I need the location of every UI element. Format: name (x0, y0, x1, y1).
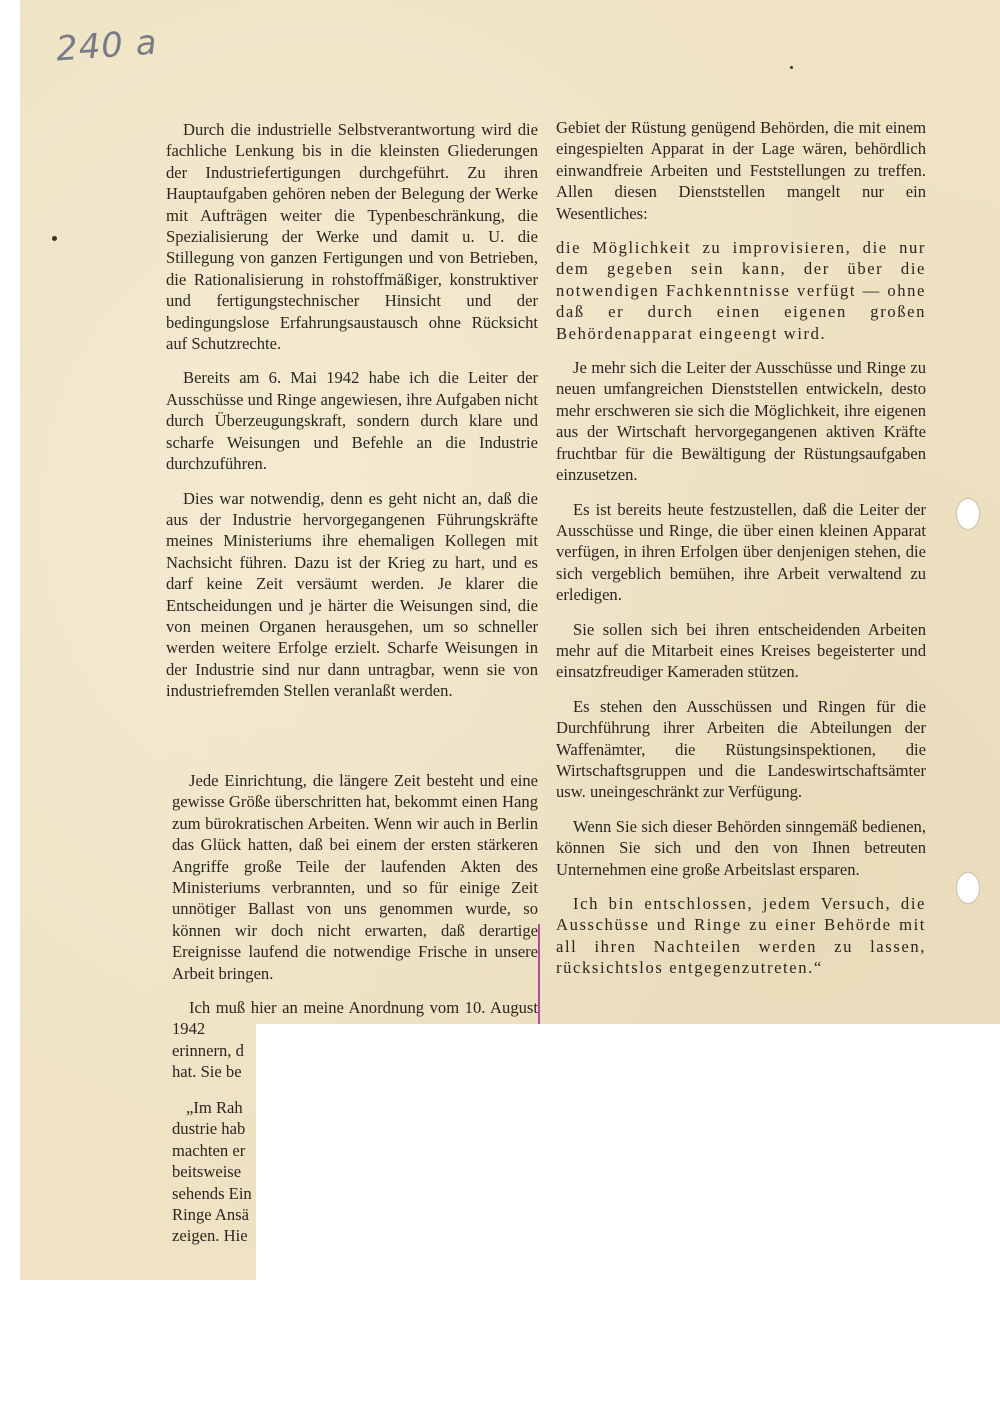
paragraph: Bereits am 6. Mai 1942 habe ich die Leiter der Ausschüsse und Ringe angewiesen, ihre Aufgaben nicht durch Überzeugungskraft, sondern durch klare und scharfe Weisungen und Befehle an die Industrie durchzuführen. (166, 368, 538, 474)
paragraph: Dies war notwendig, denn es geht nicht an, daß die aus der Industrie hervorgegangenen Führungskräfte meines Ministeriums ihre ehemaligen Kollegen mit Nachsicht führen. Dazu ist der Krieg zu hart, und es darf keine Zeit versäumt werden. Je klarer die Entscheidungen und je härter die Weisungen sind, die von meinen Organen herausgehen, um so schneller werden weitere Erfolge erzielt. Scharfe Weisungen in der Industrie sind nur dann untragbar, wenn sie von industriefremden Stellen veranlaßt werden. (166, 488, 538, 701)
quote-line: sehends Ein (172, 1183, 252, 1203)
quote-line: machten er (172, 1140, 246, 1160)
margin-pen-mark (538, 924, 540, 1034)
paragraph: Je mehr sich die Leiter der Ausschüsse und Ringe zu neuen umfangreichen Dienststellen entwickeln, desto mehr erschweren sie sich die Möglichkeit, ihre eigenen aus der Wirtschaft hervorgegangenen aktiven Kräfte fruchtbar für die Bewältigung der Rüstungsaufgaben einzusetzen. (556, 358, 926, 485)
punch-hole-lower (956, 872, 980, 904)
punch-hole-upper (956, 498, 980, 530)
paragraph-fragment: erinnern, d (172, 1040, 244, 1060)
quote-line: Ringe Ansä (172, 1205, 249, 1225)
ink-spot-small (790, 66, 793, 69)
quote-line: beitsweise (172, 1162, 242, 1182)
quote-line: zeigen. Hie (172, 1226, 248, 1246)
paragraph: Sie sollen sich bei ihren entscheidenden Arbeiten mehr auf die Mitarbeit eines Kreises begeisterter und einsatzfreudiger Kameraden stützen. (556, 619, 926, 682)
paragraph-fragment: hat. Sie be (172, 1062, 242, 1082)
quote-line: dustrie hab (172, 1119, 246, 1139)
paragraph: Es stehen den Ausschüssen und Ringen für die Durchführung ihrer Arbeiten die Abteilungen der Waffenämter, die Rüstungsinspektionen, die Wirtschaftsgruppen und die Landeswirtschaftsämter usw. uneingeschränkt zur Verfügung. (556, 696, 926, 802)
paragraph: Wenn Sie sich dieser Behörden sinngemäß bedienen, können Sie sich und den von Ihnen betreuten Unternehmen eine große Arbeitslast ersparen. (556, 816, 926, 879)
quote-fragment (172, 1097, 256, 1247)
paragraph: Jede Einrichtung, die längere Zeit besteht und eine gewisse Größe überschritten hat, bekommt einen Hang zum bürokratischen Arbeiten. Wenn wir auch in Berlin das Glück hatten, daß bei einem der ersten stärkeren Angriffe große Teile der laufenden Akten des Ministeriums verbrannten, und so für einige Zeit unnötiger Ballast von uns genommen wurde, so können wir doch nicht erwarten, daß derartige Ereignisse laufend die notwendige Frische in unsere Arbeit bringen. (172, 771, 538, 983)
handwritten-page-number: 240 a (54, 22, 159, 70)
spaced-emphasis-paragraph: die Möglichkeit zu improvisieren, die nur dem gegeben sein kann, der über die notwendigen Fachkenntnisse verfügt — ohne daß er durch einen eigenen großen Behördenapparat eingeengt wird. (556, 238, 926, 343)
paragraph: Ich muß hier an meine Anordnung vom 10. August 1942 (172, 998, 538, 1039)
blank-cropped-area (256, 1024, 1000, 1421)
paragraph: Es ist bereits heute festzustellen, daß die Leiter der Ausschüsse und Ringe, die über einen kleinen Apparat verfügen, in ihren Erfolgen über denjenigen stehen, die sich vergeblich bemühen, ihre Arbeit verwaltend zu erledigen. (556, 499, 926, 605)
paragraph: Gebiet der Rüstung genügend Behörden, die mit einem eingespielten Apparat in der Lage wären, behördlich einwandfreie Arbeiten und Feststellungen zu treffen. Allen diesen Dienststellen mangelt nur ein Wesentliches: (556, 118, 926, 223)
paragraph: Durch die industrielle Selbstverantwortung wird die fachliche Lenkung bis in die kleinsten Gliederungen der Industriefertigungen durchgeführt. Zu ihren Hauptaufgaben gehören neben der Belegung der Werke mit Aufträgen weiter die Typenbeschränkung, die Spezialisierung der Werke und damit u. U. die Stillegung von ganzen Fertigungen und von Betrieben, die Rationalisierung in rohstoffmäßiger, konstruktiver und fertigungstechnischer Hinsicht und der bedingungslose Erfahrungsaustausch ohne Rücksicht auf Schutzrechte. (166, 120, 538, 354)
right-column (556, 117, 926, 979)
quote-line: „Im Rah (186, 1098, 243, 1117)
spaced-emphasis-paragraph: Ich bin entschlossen, jedem Versuch, die Ausschüsse und Ringe zu einer Behörde mit all ihren Nachteilen werden zu lassen, rücksichtslos entgegenzutreten.“ (556, 894, 926, 978)
left-column (166, 119, 538, 702)
ink-spot (52, 236, 57, 241)
